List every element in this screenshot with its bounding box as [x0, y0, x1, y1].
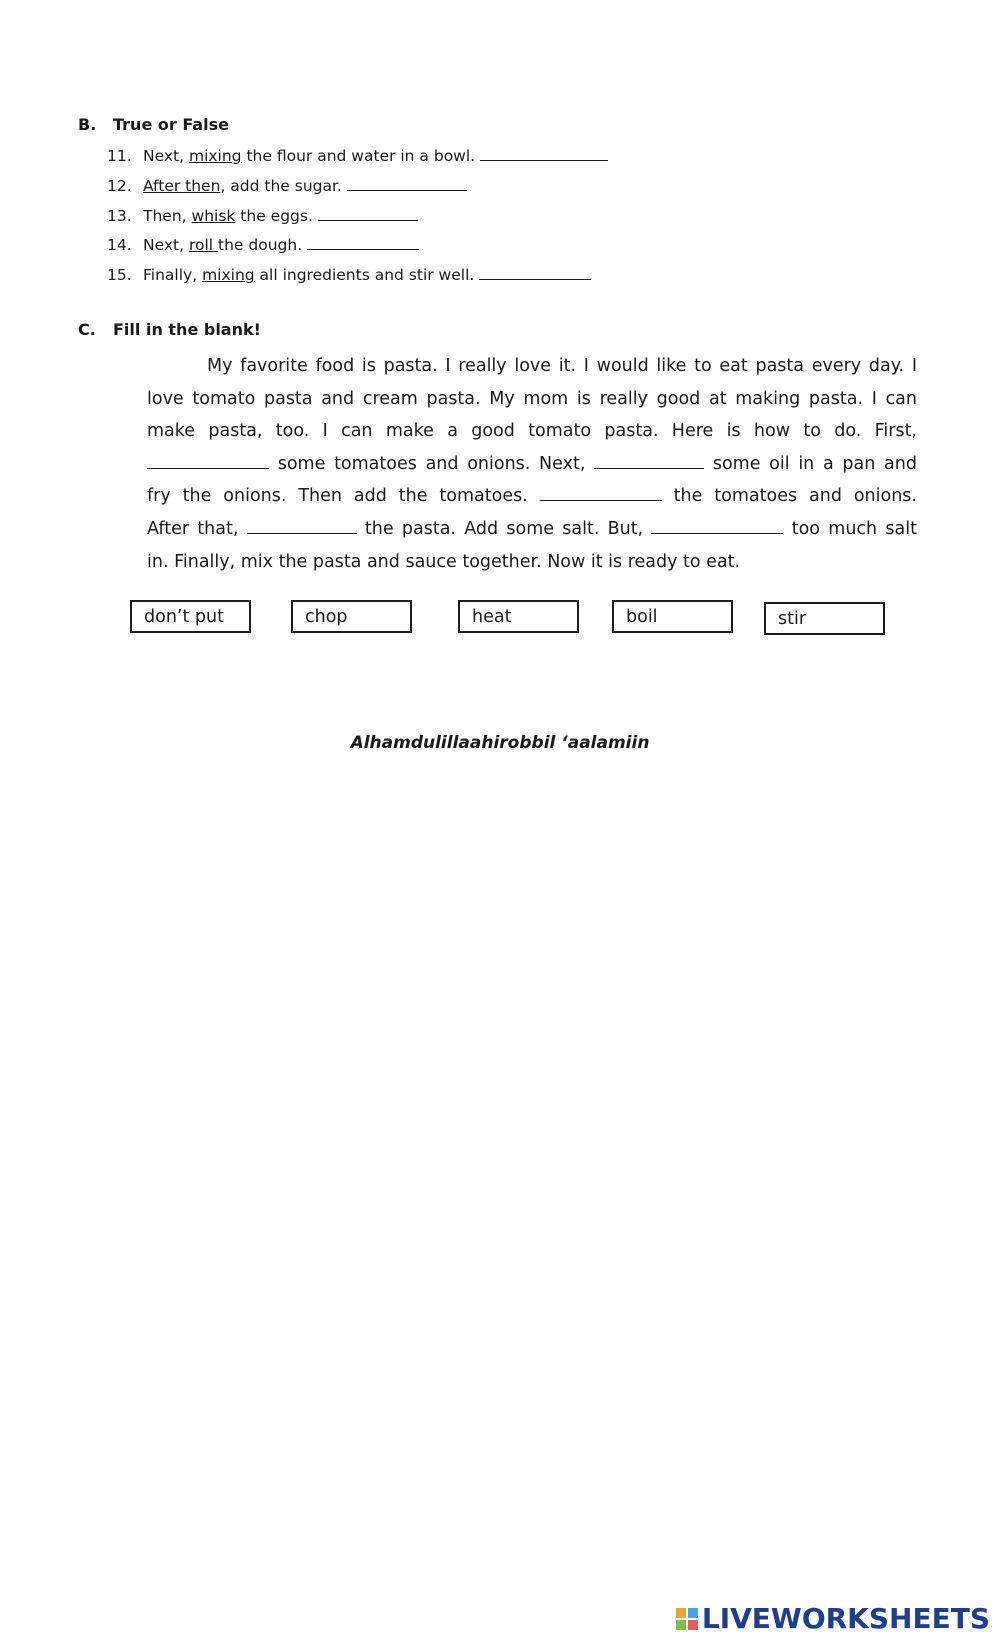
item-text: Next, — [143, 147, 189, 165]
paragraph-line — [147, 448, 917, 481]
logo-square — [688, 1608, 698, 1618]
answer-blank[interactable] — [594, 454, 704, 469]
logo-square — [688, 1620, 698, 1630]
paragraph-line: in. Finally, mix the pasta and sauce together. Now it is ready to eat. — [147, 551, 741, 572]
answer-blank[interactable] — [347, 176, 467, 191]
underlined-word: roll — [188, 236, 219, 255]
answer-blank[interactable] — [480, 146, 608, 161]
paragraph-line: love tomato pasta and cream pasta. My mom is really good at making pasta. I can — [147, 388, 917, 409]
answer-blank[interactable] — [318, 206, 418, 221]
section-b-title: True or False — [113, 115, 229, 134]
answer-blank[interactable] — [147, 454, 269, 469]
paragraph-text: some oil in a pan and — [712, 453, 917, 474]
list-item — [107, 235, 608, 265]
section-c-title: Fill in the blank! — [113, 320, 261, 339]
underlined-word: mixing — [188, 147, 242, 165]
item-text: the dough. — [218, 236, 308, 255]
section-b-letter: B. — [78, 115, 97, 134]
answer-blank[interactable] — [307, 235, 419, 250]
word-bank-dont-put[interactable]: don’t put — [130, 600, 251, 633]
paragraph-line — [147, 513, 917, 546]
word-bank-boil[interactable]: boil — [612, 600, 733, 633]
item-text: the eggs. — [235, 206, 318, 225]
paragraph-line: My favorite food is pasta. I really love it. I would like to eat pasta every day. I — [207, 356, 917, 376]
item-number: 11. — [107, 147, 132, 165]
word-bank-heat[interactable]: heat — [458, 600, 579, 633]
item-text: , add the sugar. — [220, 176, 347, 195]
logo-grid-icon — [676, 1608, 698, 1630]
item-number: 15. — [107, 266, 132, 285]
item-text: Then, — [143, 206, 192, 225]
paragraph-text: some tomatoes and onions. Next, — [277, 453, 586, 474]
word-bank-stir[interactable]: stir — [764, 602, 885, 635]
answer-blank[interactable] — [479, 265, 591, 280]
logo-text: LIVEWORKSHEETS — [701, 1602, 990, 1635]
paragraph-text: fry the onions. Then add the tomatoes. — [147, 486, 528, 507]
item-text: the flour and water in a bowl. — [241, 147, 481, 165]
paragraph-text: too much salt — [791, 518, 917, 539]
section-c-heading — [78, 320, 261, 339]
answer-blank[interactable] — [651, 519, 783, 534]
item-number: 12. — [107, 176, 132, 195]
item-text: Next, — [143, 236, 189, 255]
logo-square — [676, 1620, 686, 1630]
list-item — [107, 206, 608, 236]
story-paragraph — [147, 350, 917, 578]
logo-square — [676, 1608, 686, 1618]
closing-text: Alhamdulillaahirobbil ‘aalamiin — [350, 733, 650, 753]
underlined-word: After then — [143, 176, 221, 195]
item-text: Finally, — [143, 266, 203, 285]
answer-blank[interactable] — [247, 519, 357, 534]
paragraph-text: the tomatoes and onions. — [673, 486, 917, 507]
liveworksheets-logo — [676, 1602, 990, 1635]
paragraph-line — [147, 480, 917, 513]
word-bank-chop[interactable]: chop — [291, 600, 412, 633]
paragraph-line: make pasta, too. I can make a good tomato pasta. Here is how to do. First, — [147, 421, 917, 442]
section-b-heading — [78, 115, 229, 134]
section-c-letter: C. — [78, 320, 96, 339]
underlined-word: whisk — [191, 206, 236, 225]
list-item — [107, 265, 608, 295]
underlined-word: mixing — [202, 266, 255, 285]
paragraph-text: After that, — [147, 518, 239, 539]
item-number: 13. — [107, 206, 132, 225]
list-item — [107, 176, 608, 206]
true-false-list — [107, 146, 608, 295]
item-text: all ingredients and stir well. — [254, 266, 480, 285]
list-item — [107, 146, 608, 176]
paragraph-text: the pasta. Add some salt. But, — [364, 518, 644, 539]
item-number: 14. — [107, 236, 132, 255]
answer-blank[interactable] — [540, 486, 662, 501]
